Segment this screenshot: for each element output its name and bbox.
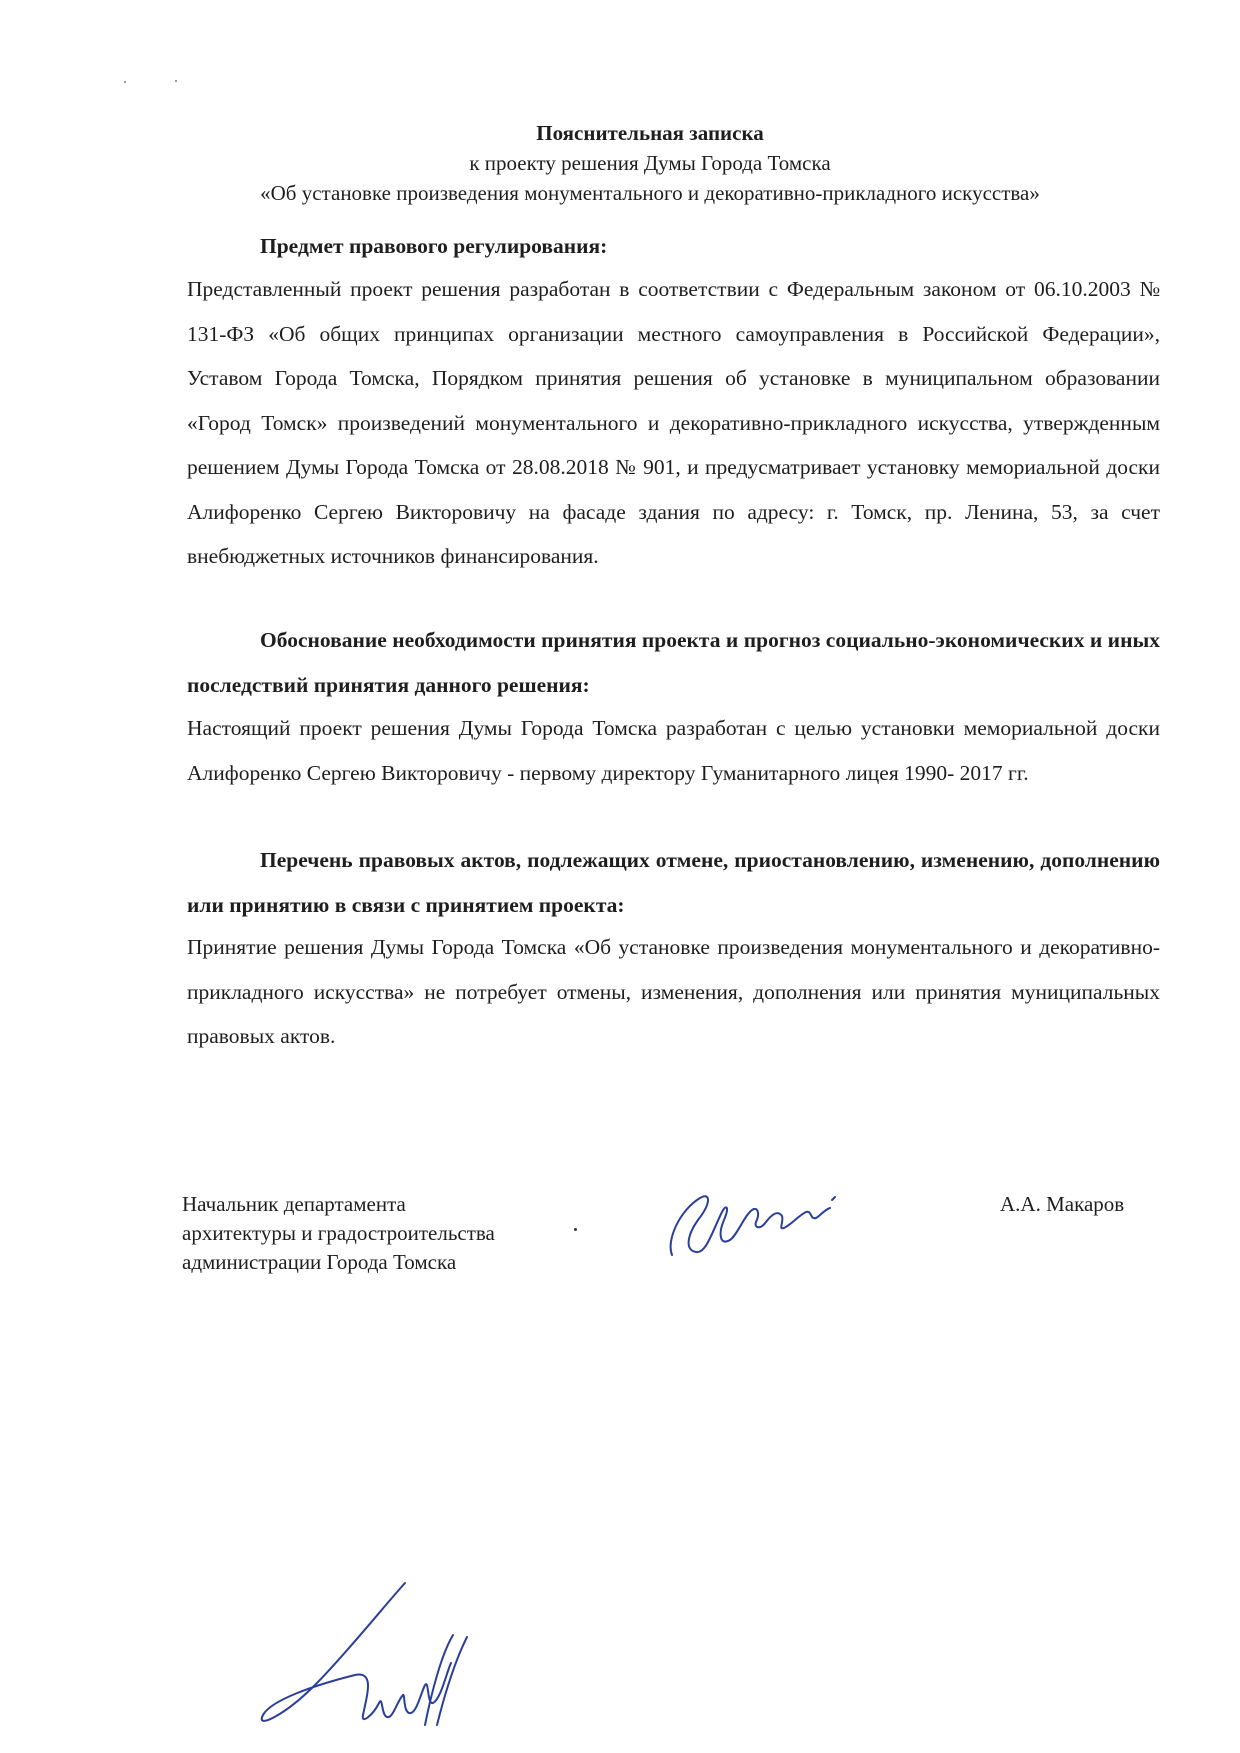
scan-speck — [175, 80, 177, 82]
signer-position-line: архитектуры и градостроительства — [182, 1221, 495, 1245]
section-text-justification: Настоящий проект решения Думы Города Томска разработан с целью установки мемориальной доски Алифоренко Сергею Викторовичу - первому директору Гуманитарного лицея 1990- 2017 гг. — [187, 716, 1160, 785]
document-subtitle: к проекту решения Думы Города Томска — [469, 151, 831, 175]
signer-position-line: администрации Города Томска — [182, 1250, 457, 1274]
section-heading-subject: Предмет правового регулирования: — [260, 234, 608, 258]
section-heading-justification: Обоснование необходимости принятия проекта и прогноз социально-экономических и иных последствий принятия данного решения: — [187, 628, 1160, 697]
project-name: «Об установке произведения монументального и декоративно-прикладного искусства» — [260, 181, 1040, 205]
scan-speck — [574, 1228, 577, 1231]
section-text-subject: Представленный проект решения разработан в соответствии с Федеральным законом от 06.10.2003 № 131-ФЗ «Об общих принципах организации местного самоуправления в Российской Федерации», Уставом Города Томска, Порядком принятия решения об установке в муниципальном образовании «Город Томск» произведений монументального и декоративно-прикладного искусства, утвержденным решением Думы Города Томска от 28.08.2018 № 901, и предусматривает установку мемориальной доски Алифоренко Сергею Викторовичу на фасаде здания по адресу: г. Томск, пр. Ленина, 53, за счет внебюджетных источников финансирования. — [187, 277, 1160, 568]
handwritten-signature — [660, 1180, 860, 1270]
document-header — [170, 118, 1130, 208]
signer-position — [182, 1190, 495, 1277]
handwritten-initials — [255, 1575, 495, 1735]
signer-position-line: Начальник департамента — [182, 1192, 406, 1216]
signer-name: А.А. Макаров — [1000, 1192, 1125, 1216]
document-title: Пояснительная записка — [536, 121, 764, 145]
scan-speck — [124, 81, 126, 83]
section-text-legal-acts: Принятие решения Думы Города Томска «Об установке произведения монументального и декоративно-прикладного искусства» не потребует отмены, изменения, дополнения или принятия муниципальных правовых актов. — [187, 935, 1160, 1048]
section-heading-legal-acts: Перечень правовых актов, подлежащих отмене, приостановлению, изменению, дополнению или принятию в связи с принятием проекта: — [187, 848, 1160, 917]
